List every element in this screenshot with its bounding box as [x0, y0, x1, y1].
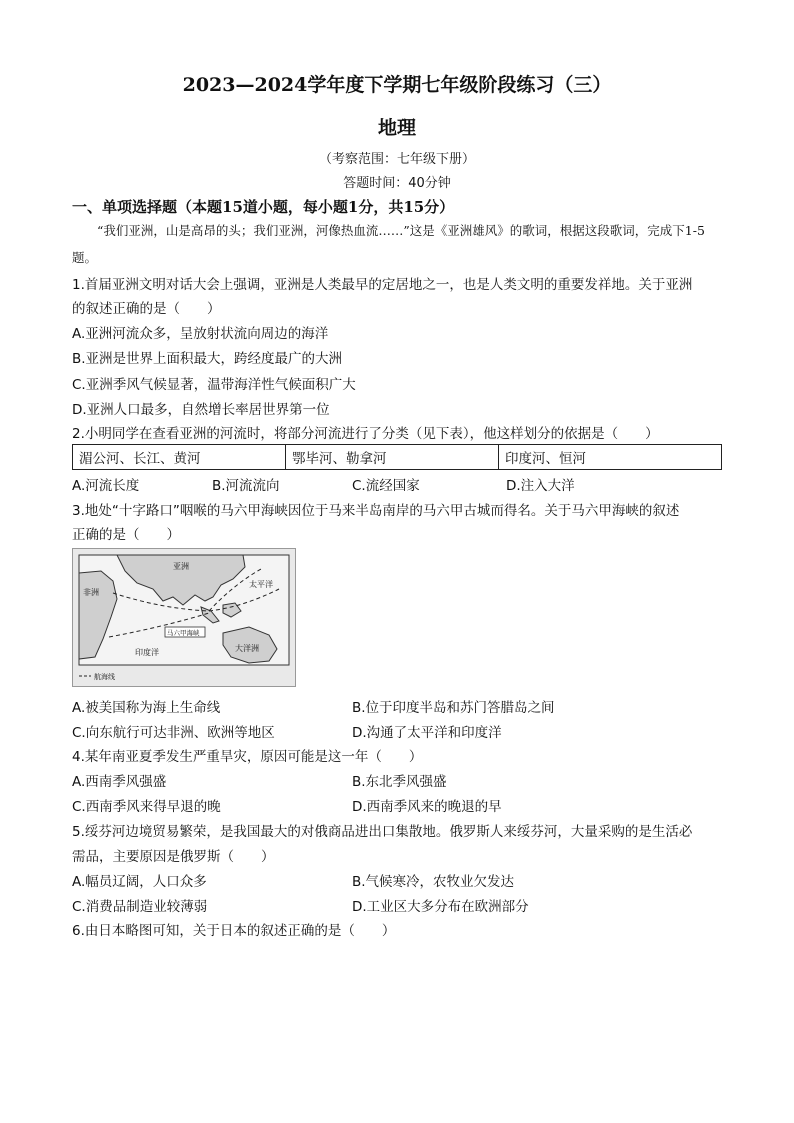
question-3-stem: 3.地处“十字路口”咽喉的马六甲海峡因位于马来半岛南岸的马六甲古城而得名。关于马六甲海峡的叙述 [72, 503, 680, 519]
question-4-stem: 4.某年南亚夏季发生严重旱灾，原因可能是这一年（ ） [72, 749, 423, 765]
map-figure [73, 549, 295, 686]
river-classification-table [72, 444, 722, 470]
map-label-pacific: 太平洋 [249, 580, 273, 589]
question-6-stem: 6.由日本略图可知，关于日本的叙述正确的是（ ） [72, 923, 396, 939]
q2-option-b: B.河流流向 [212, 478, 280, 494]
map-label-malacca: 马六甲海峡 [167, 629, 200, 637]
reading-passage: “我们亚洲，山是高昂的头；我们亚洲，河像热血流……”这是《亚洲雄风》的歌词，根据这段歌词，完成下1-5题。 [72, 223, 705, 265]
question-3-stem-cont: 正确的是（ ） [72, 527, 180, 543]
q1-option-d: D.亚洲人口最多，自然增长率居世界第一位 [72, 402, 330, 418]
table-cell: 鄂毕河、勒拿河 [286, 445, 499, 470]
q2-option-d: D.注入大洋 [506, 478, 575, 494]
malacca-strait-map [72, 548, 296, 687]
exam-time: 答题时间：40分钟 [343, 176, 451, 191]
q1-option-c: C.亚洲季风气候显著，温带海洋性气候面积广大 [72, 377, 356, 393]
q3-option-c: C.向东航行可达非洲、欧洲等地区 [72, 725, 275, 741]
q5-option-c: C.消费品制造业较薄弱 [72, 899, 208, 915]
question-1-stem-cont: 的叙述正确的是（ ） [72, 301, 221, 317]
map-label-africa: 非洲 [83, 588, 99, 597]
exam-scope: （考察范围：七年级下册） [318, 152, 475, 167]
subject-title: 地理 [377, 117, 416, 139]
map-legend-route: 航海线 [94, 673, 115, 681]
q4-option-c: C.西南季风来得早退的晚 [72, 799, 221, 815]
q3-option-b: B.位于印度半岛和苏门答腊岛之间 [352, 700, 555, 716]
q5-option-b: B.气候寒冷，农牧业欠发达 [352, 874, 515, 890]
table-cell: 湄公河、长江、黄河 [73, 445, 286, 470]
q4-option-d: D.西南季风来的晚退的早 [352, 799, 502, 815]
map-label-indian-ocean: 印度洋 [135, 648, 159, 657]
map-label-asia: 亚洲 [173, 562, 189, 571]
q1-option-a: A.亚洲河流众多，呈放射状流向周边的海洋 [72, 326, 329, 342]
question-5-stem: 5.绥芬河边境贸易繁荣，是我国最大的对俄商品进出口集散地。俄罗斯人来绥芬河，大量采购的是生活必 [72, 824, 693, 840]
q4-option-b: B.东北季风强盛 [352, 774, 447, 790]
q2-option-a: A.河流长度 [72, 478, 140, 494]
q4-option-a: A.西南季风强盛 [72, 774, 167, 790]
q5-option-a: A.幅员辽阔，人口众多 [72, 874, 207, 890]
q5-option-d: D.工业区大多分布在欧洲部分 [352, 899, 529, 915]
question-5-stem-cont: 需品，主要原因是俄罗斯（ ） [72, 849, 275, 865]
question-2-stem: 2.小明同学在查看亚洲的河流时，将部分河流进行了分类（见下表），他这样划分的依据是（ ） [72, 426, 659, 442]
map-label-oceania: 大洋洲 [235, 644, 259, 653]
q1-option-b: B.亚洲是世界上面积最大，跨经度最广的大洲 [72, 351, 343, 367]
section-heading: 一、单项选择题（本题15道小题，每小题1分，共15分） [72, 198, 455, 216]
question-1-stem: 1.首届亚洲文明对话大会上强调，亚洲是人类最早的定居地之一，也是人类文明的重要发祥地。关于亚洲 [72, 277, 693, 293]
q3-option-a: A.被美国称为海上生命线 [72, 700, 221, 716]
q2-option-c: C.流经国家 [352, 478, 420, 494]
exam-title: 2023—2024学年度下学期七年级阶段练习（三） [182, 74, 612, 96]
q3-option-d: D.沟通了太平洋和印度洋 [352, 725, 502, 741]
table-cell: 印度河、恒河 [499, 445, 722, 470]
